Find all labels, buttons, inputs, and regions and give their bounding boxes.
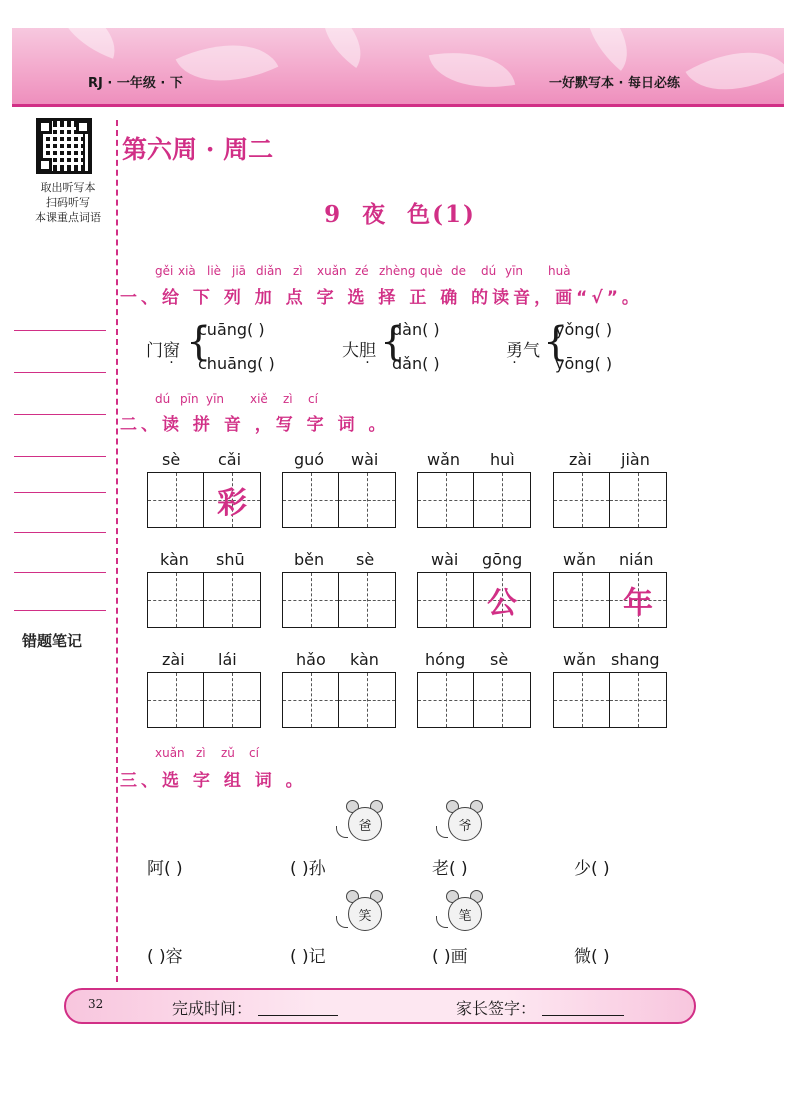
- mouse-badge-icon: 爸: [344, 800, 386, 842]
- qr-code[interactable]: [36, 118, 92, 174]
- parent-signature-field[interactable]: [542, 1015, 624, 1016]
- parent-signature-label: 家长签字：: [456, 999, 537, 1018]
- s1-pinyin: què: [420, 264, 443, 278]
- lesson-title: [0, 196, 800, 229]
- mouse-badge-icon: 笔: [444, 890, 486, 932]
- writing-grid[interactable]: [417, 672, 531, 728]
- grid-pinyin: wǎn: [563, 550, 597, 569]
- s1-pinyin: zé: [355, 264, 369, 278]
- section-3-title: 三、选 字 组 词 。: [120, 771, 307, 791]
- s1-pinyin: zhèng: [379, 264, 416, 278]
- qr-caption-3: 本课重点词语: [35, 211, 101, 224]
- grid-pinyin: wài: [351, 450, 379, 469]
- s3-pinyin: xuǎn: [155, 746, 185, 760]
- s1-option[interactable]: dǎn( ): [392, 354, 440, 373]
- lesson-part: (1): [432, 201, 476, 228]
- s1-word-3: 勇气: [506, 341, 540, 361]
- header-banner: [12, 28, 784, 104]
- s2-pinyin: zì: [283, 392, 293, 406]
- s1-pinyin: liè: [207, 264, 222, 278]
- fill-blank[interactable]: ( )孙: [290, 859, 326, 879]
- s1-pinyin: diǎn: [256, 264, 282, 278]
- s1-pinyin: de: [451, 264, 466, 278]
- s2-pinyin: yīn: [206, 392, 225, 406]
- note-line: [14, 414, 106, 415]
- brace: {: [186, 319, 212, 365]
- writing-grid[interactable]: 年: [553, 572, 667, 628]
- week-title: 第六周 · 周二: [122, 135, 274, 164]
- grid-pinyin: jiàn: [621, 450, 650, 469]
- writing-grid[interactable]: 彩: [147, 472, 261, 528]
- s1-pinyin: huà: [548, 264, 571, 278]
- grid-pinyin: sè: [162, 450, 181, 469]
- grid-pinyin: shū: [216, 550, 245, 569]
- writing-grid[interactable]: [417, 472, 531, 528]
- grid-pinyin: sè: [490, 650, 509, 669]
- fill-blank[interactable]: ( )记: [290, 947, 326, 967]
- s1-pinyin: gěi: [155, 264, 174, 278]
- grid-pinyin: hǎo: [296, 650, 326, 669]
- writing-grid[interactable]: [282, 472, 396, 528]
- footer-bar: [64, 988, 696, 1024]
- note-line: [14, 492, 106, 493]
- s1-pinyin: yīn: [505, 264, 524, 278]
- s2-pinyin: xiě: [250, 392, 268, 406]
- brace: {: [543, 319, 569, 365]
- brace: {: [380, 319, 406, 365]
- wrong-notes-label: 错题笔记: [22, 632, 83, 650]
- s1-option[interactable]: yǒng( ): [555, 320, 613, 339]
- writing-grid[interactable]: [147, 672, 261, 728]
- grid-pinyin: sè: [356, 550, 375, 569]
- page-number: 32: [88, 997, 104, 1011]
- grid-pinyin: kàn: [160, 550, 189, 569]
- s1-pinyin: xuǎn: [317, 264, 347, 278]
- s3-pinyin: cí: [249, 746, 259, 760]
- writing-grid[interactable]: [553, 472, 667, 528]
- header-series: 一好默写本 · 每日必练: [549, 76, 680, 91]
- writing-grid[interactable]: 公: [417, 572, 531, 628]
- header-divider: [12, 104, 784, 107]
- margin-dashed-line: [116, 120, 118, 982]
- s2-pinyin: pīn: [180, 392, 199, 406]
- grid-pinyin: cǎi: [218, 450, 242, 469]
- grid-pinyin: kàn: [350, 650, 379, 669]
- lesson-number: 9: [324, 201, 343, 228]
- s1-option[interactable]: yōng( ): [555, 354, 613, 373]
- grid-pinyin: zài: [162, 650, 185, 669]
- grid-pinyin: wǎn: [563, 650, 597, 669]
- s1-pinyin: jiā: [232, 264, 247, 278]
- completion-time-label: 完成时间：: [172, 999, 253, 1018]
- writing-grid[interactable]: [282, 672, 396, 728]
- grid-pinyin: huì: [490, 450, 515, 469]
- note-line: [14, 456, 106, 457]
- s2-pinyin: dú: [155, 392, 171, 406]
- grid-pinyin: zài: [569, 450, 592, 469]
- grid-pinyin: gōng: [482, 550, 523, 569]
- s1-pinyin: xià: [178, 264, 196, 278]
- note-line: [14, 372, 106, 373]
- s1-option[interactable]: dàn( ): [392, 320, 440, 339]
- note-line: [14, 572, 106, 573]
- writing-grid[interactable]: [553, 672, 667, 728]
- fill-blank[interactable]: 微( ): [574, 947, 610, 967]
- s2-pinyin: cí: [308, 392, 318, 406]
- writing-grid[interactable]: [147, 572, 261, 628]
- grid-pinyin: běn: [294, 550, 325, 569]
- mouse-badge-icon: 爷: [444, 800, 486, 842]
- lesson-char-1: 夜: [362, 201, 388, 228]
- fill-blank[interactable]: ( )容: [147, 947, 183, 967]
- note-line: [14, 330, 106, 331]
- qr-caption-2: 扫码听写: [46, 196, 90, 209]
- note-line: [14, 610, 106, 611]
- note-line: [14, 532, 106, 533]
- grid-pinyin: shang: [611, 650, 660, 669]
- s1-pinyin: zì: [293, 264, 303, 278]
- s1-pinyin: dú: [481, 264, 497, 278]
- section-1-title: 一、给 下 列 加 点 字 选 择 正 确 的读音，画“√”。: [120, 288, 643, 308]
- fill-blank[interactable]: 阿( ): [147, 859, 183, 879]
- s3-pinyin: zǔ: [221, 746, 235, 760]
- grid-pinyin: hóng: [425, 650, 466, 669]
- fill-blank[interactable]: 老( ): [432, 859, 468, 879]
- grid-pinyin: lái: [218, 650, 237, 669]
- s1-option[interactable]: chuāng( ): [198, 354, 275, 373]
- writing-grid[interactable]: [282, 572, 396, 628]
- s1-word-2: 大胆: [342, 341, 376, 361]
- lesson-char-2: 色: [407, 201, 433, 228]
- grid-pinyin: wài: [431, 550, 459, 569]
- header-grade: RJ · 一年级 · 下: [88, 76, 183, 91]
- grid-pinyin: guó: [294, 450, 325, 469]
- fill-blank[interactable]: 少( ): [574, 859, 610, 879]
- mouse-badge-icon: 笑: [344, 890, 386, 932]
- s1-word-1: 门窗: [146, 341, 180, 361]
- completion-time-field[interactable]: [258, 1015, 338, 1016]
- s1-option[interactable]: cuāng( ): [198, 320, 265, 339]
- grid-pinyin: nián: [619, 550, 654, 569]
- grid-pinyin: wǎn: [427, 450, 461, 469]
- s3-pinyin: zì: [196, 746, 206, 760]
- section-2-title: 二、读 拼 音 ，写 字 词 。: [120, 415, 390, 435]
- fill-blank[interactable]: ( )画: [432, 947, 468, 967]
- qr-caption-1: 取出听写本: [40, 181, 96, 194]
